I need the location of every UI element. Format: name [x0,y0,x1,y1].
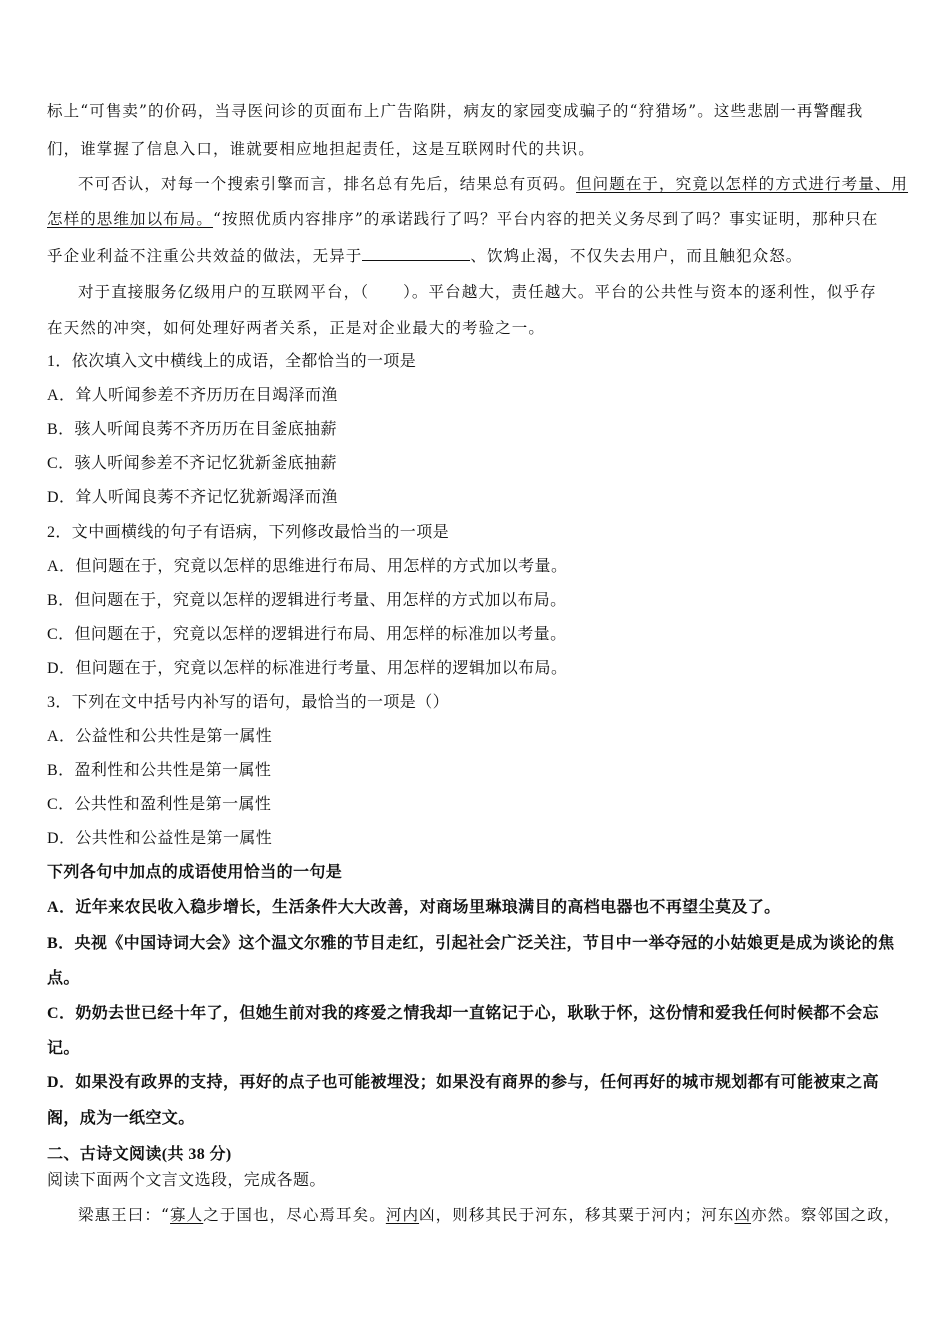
question-option: 阁，成为一纸空文。 [47,1110,195,1127]
question-option: D．如果没有政界的支持，再好的点子也可能被埋没；如果没有商界的参与，任何再好的城市规划都有可能被束之高 [47,1074,879,1091]
classical-text: 之于国也，尽心焉耳矣。 [203,1206,386,1224]
question-option: D．公共性和公益性是第一属性 [47,830,273,847]
question-stem: 3．下列在文中括号内补写的语句，最恰当的一项是（） [47,694,450,711]
underlined-word: 寡人 [170,1206,204,1224]
question-stem: 2．文中画横线的句子有语病，下列修改最恰当的一项是 [47,524,450,541]
passage-line [78,282,908,302]
question-option: D．耸人听闻良莠不齐记忆犹新竭泽而渔 [47,489,338,506]
passage-line: 们，谁掌握了信息入口，谁就要相应地担起责任，这是互联网时代的共识。 [47,140,595,158]
underlined-sentence: 但问题在于，究竟以怎样的方式进行考量、用 [576,175,909,193]
question-option: 点。 [47,970,80,987]
question-option: B．央视《中国诗词大会》这个温文尔雅的节目走红，引起社会广泛关注，节目中一举夺冠的小姑娘更是成为谈论的焦 [47,935,895,952]
underlined-sentence: 怎样的思维加以布局。 [47,210,214,228]
question-option: B．盈利性和公共性是第一属性 [47,762,272,779]
passage-text: 对于直接服务亿级用户的互联网平台，（ [78,283,370,301]
passage-line [78,174,908,194]
passage-line: 在天然的冲突，如何处理好两者关系，正是对企业最大的考验之一。 [47,319,546,337]
passage-text: ）。平台越大，责任越大。平台的公共性与资本的逐利性，似乎存 [403,283,877,301]
underlined-word: 凶 [734,1206,752,1224]
question-option: C．骇人听闻参差不齐记忆犹新釜底抽薪 [47,455,337,472]
passage-text: 不可否认，对每一个搜索引擎而言，排名总有先后，结果总有页码。 [78,175,577,193]
classical-text-line [78,1205,908,1225]
passage-text: 、饮鸩止渴，不仅失去用户，而且触犯众怒。 [470,247,803,265]
classical-text: 凶，则移其民于河东，移其粟于河内；河东 [419,1206,735,1224]
question-option: C．但问题在于，究竟以怎样的逻辑进行布局、用怎样的标准加以考量。 [47,626,567,643]
question-option: D．但问题在于，究竟以怎样的标准进行考量、用怎样的逻辑加以布局。 [47,660,568,677]
question-option: C．奶奶去世已经十年了，但她生前对我的疼爱之情我却一直铭记于心，耿耿于怀，这份情和爱我任何时候都不会忘 [47,1005,879,1022]
question-option: A．耸人听闻参差不齐历历在目竭泽而渔 [47,387,338,404]
section-heading: 二、古诗文阅读(共 38 分) [47,1146,232,1163]
passage-text: “按照优质内容排序”的承诺践行了吗？平台内容的把关义务尽到了吗？事实证明，那种只在 [213,210,879,228]
passage-line: 标上“可售卖”的价码，当寻医问诊的页面布上广告陷阱，病友的家园变成骗子的“狩猎场”。这些悲剧一再警醒我 [47,102,864,120]
question-option: 记。 [47,1040,80,1057]
underlined-word: 河内 [385,1206,420,1224]
classical-text: 梁惠王曰：“ [78,1206,171,1224]
fill-blank [362,246,470,261]
passage-line [47,209,907,229]
question-option: B．但问题在于，究竟以怎样的逻辑进行考量、用怎样的方式加以布局。 [47,592,567,609]
question-stem: 下列各句中加点的成语使用恰当的一句是 [47,864,343,881]
question-option: A．公益性和公共性是第一属性 [47,728,273,745]
passage-line [47,246,907,266]
question-option: C．公共性和盈利性是第一属性 [47,796,272,813]
question-option: B．骇人听闻良莠不齐历历在目釜底抽薪 [47,421,337,438]
question-option: A．近年来农民收入稳步增长，生活条件大大改善，对商场里琳琅满目的高档电器也不再望尘莫及了。 [47,899,781,916]
question-option: A．但问题在于，究竟以怎样的思维进行布局、用怎样的方式加以考量。 [47,558,568,575]
classical-text: 亦然。察邻国之政， [751,1206,901,1224]
question-stem: 1．依次填入文中横线上的成语，全都恰当的一项是 [47,353,417,370]
section-instruction: 阅读下面两个文言文选段，完成各题。 [47,1172,326,1189]
passage-text: 乎企业利益不注重公共效益的做法，无异于 [47,247,363,265]
